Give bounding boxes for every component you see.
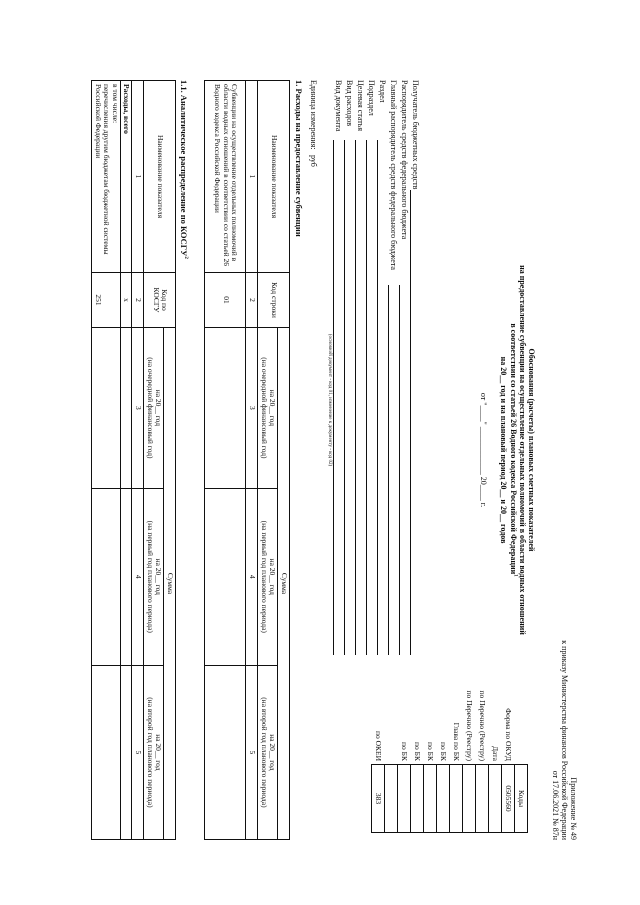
- codes-row-value: [437, 765, 450, 833]
- row-code: 01: [205, 273, 246, 328]
- codes-row-label: по БК: [426, 742, 436, 761]
- codes-row-value: [398, 765, 411, 833]
- codes-row-label: Форма по ОКУД: [504, 708, 514, 761]
- col-number: 4: [132, 488, 144, 665]
- row-value: [120, 328, 132, 489]
- row-value: [120, 665, 132, 839]
- col-number: 2: [246, 273, 258, 328]
- codes-row-value: [424, 765, 437, 833]
- field-line: [410, 190, 411, 655]
- codes-row-label: по ОКЕИ: [374, 730, 384, 761]
- codes-header: Коды: [515, 765, 528, 833]
- appendix-block: [550, 640, 578, 840]
- col-header-sum: Сумма: [164, 328, 176, 840]
- col-header-code: Код по КОСГУ: [144, 273, 176, 328]
- date-line: от "____" ____________ 20____ г.: [479, 392, 488, 508]
- field-line: [399, 285, 400, 655]
- appendix-order: к приказу Министерства финансов Российской Федерации: [559, 640, 569, 840]
- col-header-year-1: на 20__ год (на очередной финансовый год): [258, 328, 278, 489]
- section-1-1-footnote-mark: 2: [182, 256, 188, 259]
- field-line: [388, 285, 389, 655]
- row-value: [205, 665, 246, 839]
- table-row: [205, 81, 246, 840]
- col-header-sum: Сумма: [278, 328, 290, 840]
- codes-row-label: [385, 658, 398, 765]
- field-line: [366, 140, 367, 655]
- field-label-subsection: Подраздел: [367, 80, 376, 116]
- section-1-title: 1. Расходы на предоставление субвенции: [294, 80, 304, 237]
- row-value: [92, 665, 121, 839]
- codes-row-value: [411, 765, 424, 833]
- title-line-4: на 20__ год и на плановый период 20__ и 20__ годов: [499, 356, 509, 544]
- row-value: [205, 328, 246, 489]
- field-label-recipient: Получатель бюджетных средств: [411, 80, 420, 190]
- codes-row-label: по БК: [439, 742, 449, 761]
- codes-row-label: по БК: [413, 742, 423, 761]
- codes-row-value: 0505560: [502, 765, 515, 833]
- codes-row-label: по Перечню (Реестру): [465, 690, 475, 761]
- row-code: x: [120, 273, 132, 328]
- table-row: [92, 81, 121, 840]
- section-1-1-table: [91, 80, 176, 840]
- field-line: [333, 140, 334, 655]
- col-number: 1: [132, 81, 144, 273]
- codes-row-label: по БК: [400, 742, 410, 761]
- table-row: [120, 81, 132, 840]
- row-value: [205, 488, 246, 665]
- title-line-3: в соответствии со статьей 26 Водного кодекса Российской Федерации: [508, 323, 518, 575]
- col-number: 1: [246, 81, 258, 273]
- col-header-name: Наименование показателя: [258, 81, 290, 273]
- rotated-page: [60, 60, 580, 850]
- title-line-2: на предоставление субвенции на осуществление отдельных полномочий в области водных отношений: [517, 265, 527, 635]
- appendix-date: от 17.06.2021 № 87н: [550, 770, 560, 840]
- unit-value: руб: [309, 155, 318, 167]
- col-header-year-3: на 20__ год (на второй год планового периода): [258, 665, 278, 839]
- codes-row-value: [463, 765, 476, 833]
- section-1-1-title: 1.1. Аналитическое распределение по КОСГУ$^2$: [179, 80, 189, 259]
- row-value: [120, 488, 132, 665]
- field-line: [377, 140, 378, 655]
- field-label-document-type: Вид документа: [334, 80, 343, 132]
- document-type-note: (основной документ - код 01, изменение к документу - код 02): [327, 333, 332, 467]
- row-name: Расходы, всего: [120, 81, 132, 273]
- field-label-target-article: Целевая статья: [356, 80, 365, 132]
- row-name: Субвенции на осуществление отдельных полномочий в области водных отношений в соответствии со статьей 26 Водного кодекса Российской Федерации: [205, 81, 246, 273]
- row-code: 251: [92, 273, 121, 328]
- col-number: 3: [246, 328, 258, 489]
- col-header-year-2: на 20__ год (на первый год планового периода): [144, 488, 164, 665]
- col-number: 4: [246, 488, 258, 665]
- row-name: перечисления другим бюджетам бюджетной системы Российской Федерации: [93, 84, 112, 255]
- codes-row-value: 383: [372, 765, 385, 833]
- field-line: [355, 140, 356, 655]
- col-number: 5: [132, 665, 144, 839]
- field-line: [344, 140, 345, 655]
- codes-table: [371, 658, 528, 833]
- appendix-number: Приложение № 49: [569, 777, 578, 840]
- codes-row-label: Дата: [491, 746, 501, 761]
- col-header-code: Код строки: [258, 273, 290, 328]
- codes-row-value: [476, 765, 489, 833]
- title-line-1: Обоснования (расчеты) плановых сметных показателей: [527, 348, 536, 552]
- row-value: [92, 328, 121, 489]
- field-label-main-distributor: Главный распорядитель средств федерального бюджета: [389, 80, 398, 270]
- unit-label: Единица измерения:: [309, 80, 318, 150]
- field-label-section: Раздел: [378, 80, 387, 103]
- col-header-year-1: на 20__ год (на очередной финансовый год): [144, 328, 164, 489]
- codes-row-label: Глава по БК: [452, 722, 462, 761]
- section-1-table: [205, 80, 291, 840]
- col-number: 3: [132, 328, 144, 489]
- col-header-name: Наименование показателя: [144, 81, 176, 273]
- col-header-year-2: на 20__ год (на первый год планового периода): [258, 488, 278, 665]
- field-label-expense-type: Вид расходов: [345, 80, 354, 126]
- codes-row-value: [489, 765, 502, 833]
- col-number: 2: [132, 273, 144, 328]
- row-name-prefix: в том числе:: [110, 84, 120, 124]
- col-header-year-3: на 20__ год (на второй год планового периода): [144, 665, 164, 839]
- codes-row-value: [385, 765, 398, 833]
- codes-row-value: [450, 765, 463, 833]
- title-footnote-mark: 1: [512, 574, 518, 577]
- field-label-distributor: Распорядитель средств федерального бюджета: [400, 80, 409, 240]
- codes-row-label: по Перечню (Реестру): [478, 690, 488, 761]
- col-number: 5: [246, 665, 258, 839]
- document-title: [499, 190, 536, 710]
- row-value: [92, 488, 121, 665]
